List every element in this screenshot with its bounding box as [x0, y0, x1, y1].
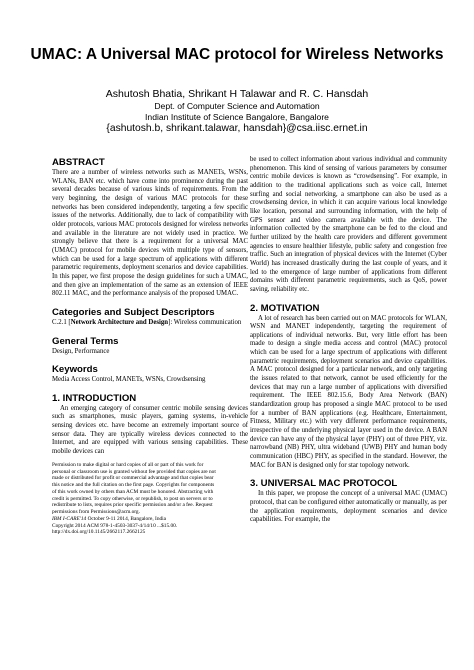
umac-text: In this paper, we propose the concept of a universal MAC (UMAC) protocol, that can be configured either automatically or manually, as per the application requirements, deployment scenarios and device capabilities. For example, the	[250, 490, 447, 524]
categories-heading: Categories and Subject Descriptors	[52, 306, 215, 318]
permission-notice	[52, 462, 248, 536]
right-column	[250, 156, 447, 525]
permission-line: redistribute to lists, requires prior specific permission and/or a fee. Request	[52, 502, 213, 509]
copyright-line: Copyright 2014 ACM 978-1-4503-3037-4/14/10 ...$15.00.	[52, 522, 178, 529]
introduction-section	[52, 392, 248, 457]
institute: Indian Institute of Science Bangalore, Bangalore	[145, 111, 329, 122]
department: Dept. of Computer Science and Automation	[154, 101, 320, 111]
categories-code: C.2.1 [	[52, 318, 71, 326]
conference-line	[52, 516, 248, 523]
permission-line: Permission to make digital or hard copies of all or part of this work for	[52, 461, 204, 468]
umac-section	[250, 477, 447, 525]
permission-line: made or distributed for profit or commercial advantage and that copies bear	[52, 475, 214, 482]
abstract-heading: ABSTRACT	[52, 157, 105, 168]
motivation-text: A lot of research has been carried out on MAC protocols for WLAN, WSN and MANET independently, targeting the requirement of applications of individual networks. But, very little effort has been made to design a single media access and control (MAC) protocol which can be used for a large spectrum of applications with different parametric requirements, deployment scenarios and device capabilities. A MAC protocol designed for a particular network, and only targeting the issues related to that network, cannot be used efficiently for the devices that may run a large number of applications with diversified requirement. The IEEE 802.15.6, Body Area Network (BAN) standardization group has proposed a single MAC protocol to be used for a number of BAN applications (e.g. Healthcare, Entertainment, Fitness, Military etc.) with very different performance requirements, irrespective of the underlying physical layer used in the device. A BAN device can have any of the physical layer (PHY) out of three PHY, viz. narrowband (NB) PHY, ultra wideband (UWB) PHY and human body communication (HBC) PHY, as specified in the standard. However, the MAC for BAN is designed only for star topology network.	[250, 314, 447, 469]
terms-section	[52, 335, 248, 357]
categories-text	[52, 319, 248, 328]
author-block	[0, 88, 474, 135]
abstract-text: There are a number of wireless networks such as MANETs, WSNs, WLANs, BAN etc. which have come into prominence during the past several decades because of various kinds of requirements. From the very beginning, the design of various MAC protocols for these networks has been considered independently, targeting a few specific issues of the networks. Additionally, due to lack of compatibility with older protocols, various MAC protocols designed for wireless networks and available in the literature are not widely used in practice. We strongly believe that there is a requirement for a universal MAC (UMAC) protocol for mobile devices with multiple type of sensors, which can be used for a large spectrum of applications with different parametric requirements, deployment scenarios and device capabilities. In this paper, we first propose the design guidelines for such a UMAC, and then give an implementation of the same as an extension of IEEE 802.11 MAC, and the performance analysis of the proposed UMAC.	[52, 169, 248, 298]
permission-line: this notice and the full citation on the first page. Copyrights for components	[52, 482, 215, 488]
terms-heading: General Terms	[52, 335, 119, 347]
keywords-section	[52, 363, 248, 385]
permission-line: permissions from Permissions@acm.org.	[52, 509, 140, 515]
permission-line: personal or classroom use is granted without fee provided that copies are not	[52, 468, 216, 475]
introduction-text: An emerging category of consumer centric mobile sensing devices such as smartphones, music players, gaming systems, in-vehicle sensing devices etc. have become an extremely important source of sensor data. They are typically wireless devices connected to the Internet, and are equipped with various sensing capabilities. These mobile devices can	[52, 404, 248, 456]
permission-line: credit is permitted. To copy otherwise, or republish, to post on servers or to	[52, 495, 213, 502]
author-names: Ashutosh Bhatia, Shrikant H Talawar and R. C. Hansdah	[105, 88, 369, 100]
conference-details: October 9-11 2014, Bangalore, India	[86, 515, 167, 522]
left-column	[52, 156, 248, 536]
motivation-heading: 2. MOTIVATION	[250, 302, 320, 314]
categories-rest: ]: Wireless communication	[168, 318, 242, 326]
introduction-continued: be used to collect information about various individual and community phenomenon. This kind of sensing of various parameters by consumer centric mobile devices is known as “crowdsensing”. For example, in addition to the traditional applications such as voice call, Internet surfing and social networking, a smartphone can also be used as a crowdsensing device, in which it can acquire various local knowledge like location, personal and surrounding information, with the help of GPS sensor and video camera available with the device. The information collected by the smartphone can be fed to the cloud and further utilized by the health care providers and different government agencies to ensure healthier lifestyle, public safety and congestion free traffic. Such an integration of physical devices with the Internet (Cyber World) has increased drastically during the last couple of years, and it led to the emergence of large number of applications from different domains with different parametric requirements, such as QoS, power saving, reliability etc.	[250, 156, 447, 293]
doi-link[interactable]: http://dx.doi.org/10.1145/2662117.2662125	[52, 529, 146, 536]
keywords-text: Media Access Control, MANETs, WSNs, Crowdsensing	[52, 376, 206, 384]
motivation-section	[250, 302, 447, 471]
keywords-heading: Keywords	[52, 364, 98, 376]
paper-title: UMAC: A Universal MAC protocol for Wireless Networks	[30, 46, 444, 63]
terms-text: Design, Performance	[52, 347, 110, 355]
permission-line: of this work owned by others than ACM must be honored. Abstracting with	[52, 488, 214, 495]
categories-bold: Network Architecture and Design	[70, 318, 169, 326]
introduction-heading: 1. INTRODUCTION	[52, 392, 137, 404]
conference-name: IBM I-CARE'14	[52, 515, 87, 522]
umac-heading: 3. UNIVERSAL MAC PROTOCOL	[250, 478, 398, 490]
abstract-section	[52, 156, 248, 299]
author-emails: {ashutosh.b, shrikant.talawar, hansdah}@csa.iisc.ernet.in	[106, 123, 368, 135]
categories-section	[52, 306, 248, 328]
